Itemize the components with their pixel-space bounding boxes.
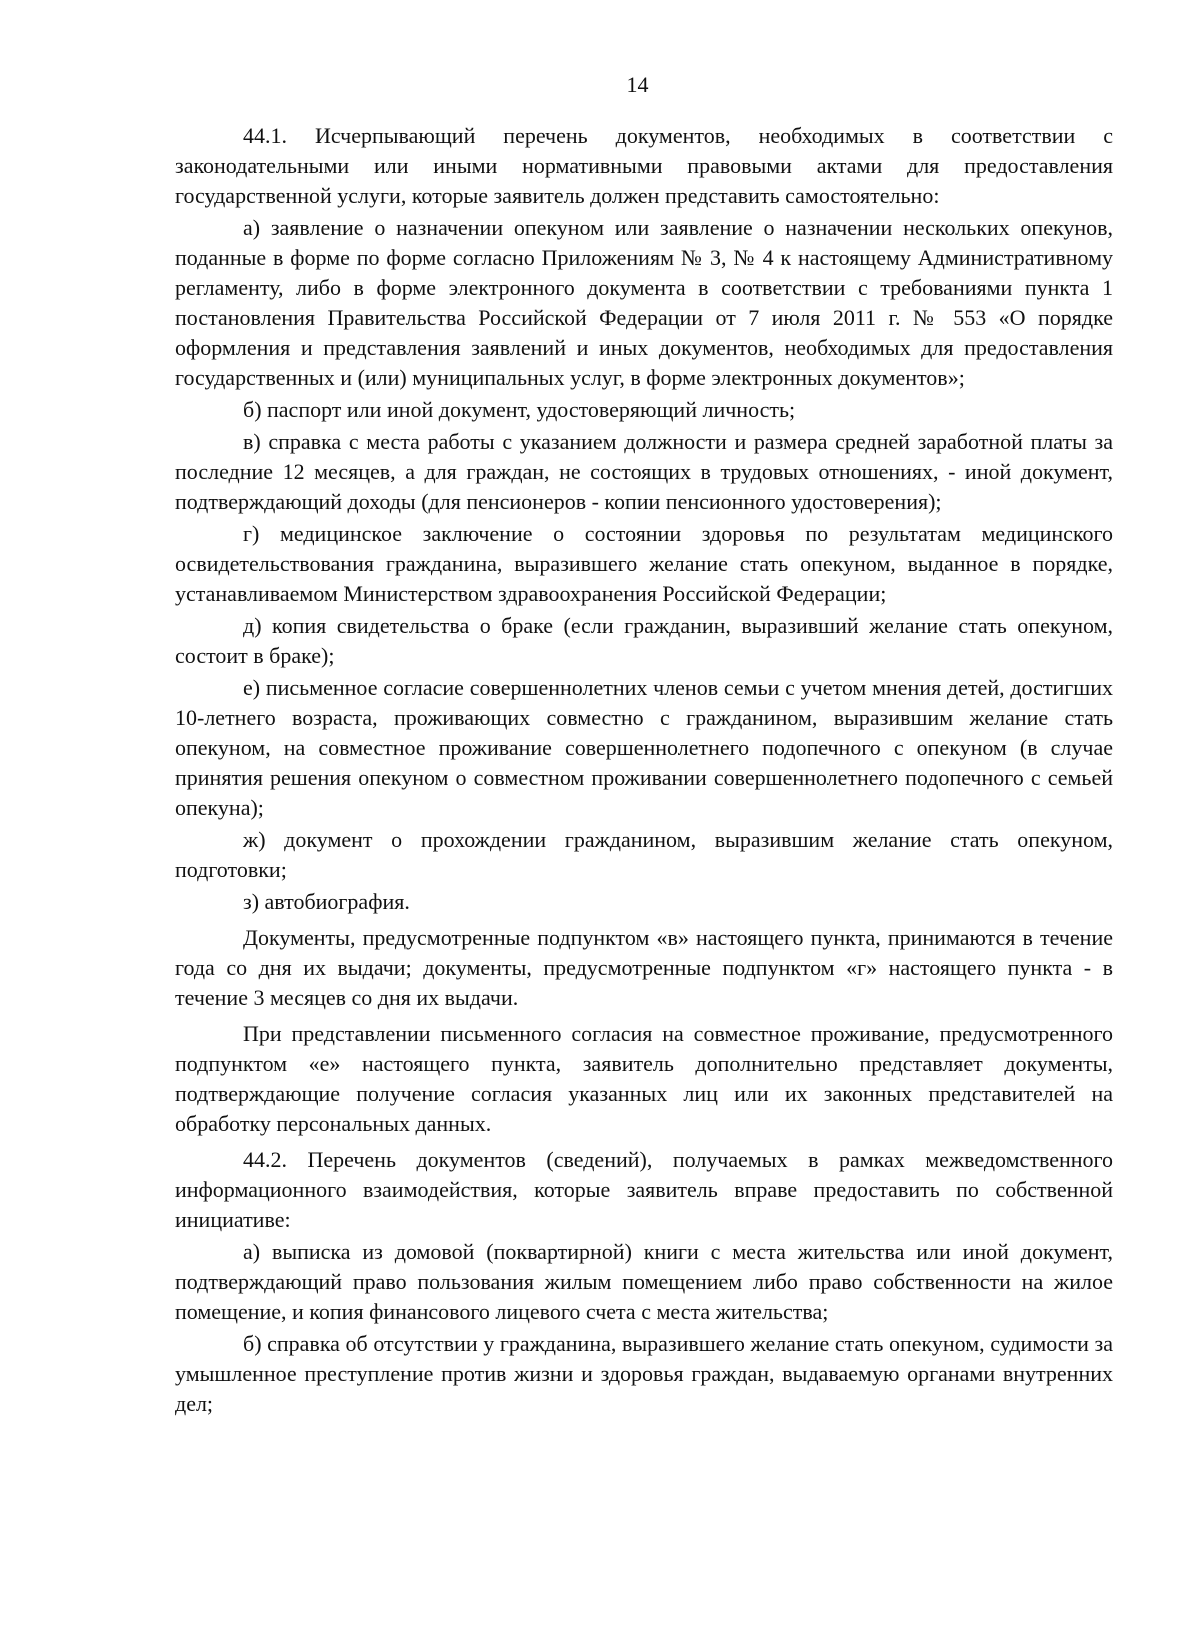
list-item-a: а) заявление о назначении опекуном или заявление о назначении нескольких опекунов, поданные в форме по форме согласно Приложениям № 3, № 4 к настоящему Административному регламенту, либо в форме электронного документа в соответствии с требованиями пункта 1 постановления Правительства Российской Федерации от 7 июля 2011 г. № 553 «О порядке оформления и представления заявлений и иных документов, необходимых для предоставления государственных и (или) муниципальных услуг, в форме электронных документов»;	[175, 215, 1113, 390]
documents-validity-paragraph: Документы, предусмотренные подпунктом «в» настоящего пункта, принимаются в течение года со дня их выдачи; документы, предусмотренные подпунктом «г» настоящего пункта - в течение 3 месяцев со дня их выдачи.	[175, 925, 1113, 1010]
consent-paragraph: При представлении письменного согласия на совместное проживание, предусмотренного подпунктом «е» настоящего пункта, заявитель дополнительно представляет документы, подтверждающие получение согласия указанных лиц или их законных представителей на обработку персональных данных.	[175, 1021, 1113, 1136]
list-item-v: в) справка с места работы с указанием должности и размера средней заработной платы за последние 12 месяцев, а для граждан, не состоящих в трудовых отношениях, - иной документ, подтверждающий доходы (для пенсионеров - копии пенсионного удостоверения);	[175, 429, 1113, 514]
document-body	[175, 121, 1113, 1421]
page-number: 14	[626, 72, 649, 97]
list-item-b: б) паспорт или иной документ, удостоверяющий личность;	[243, 397, 796, 422]
list-item-z: з) автобиография.	[243, 889, 410, 914]
list-item-zh: ж) документ о прохождении гражданином, выразившим желание стать опекуном, подготовки;	[175, 827, 1113, 882]
paragraph-44-1: 44.1. Исчерпывающий перечень документов, необходимых в соответствии с законодательными или иными нормативными правовыми актами для предоставления государственной услуги, которые заявитель должен представить самостоятельно:	[175, 123, 1113, 208]
list-item-a-2: а) выписка из домовой (поквартирной) книги с места жительства или иной документ, подтверждающий право пользования жилым помещением либо право собственности на жилое помещение, и копия финансового лицевого счета с места жительства;	[175, 1239, 1113, 1324]
list-item-d: д) копия свидетельства о браке (если гражданин, выразивший желание стать опекуном, состоит в браке);	[175, 613, 1113, 668]
list-item-e: е) письменное согласие совершеннолетних членов семьи с учетом мнения детей, достигших 10-летнего возраста, проживающих совместно с гражданином, выразившим желание стать опекуном, на совместное проживание совершеннолетнего подопечного с опекуном (в случае принятия решения опекуном о совместном проживании совершеннолетнего подопечного с семьей опекуна);	[175, 675, 1113, 820]
list-item-g: г) медицинское заключение о состоянии здоровья по результатам медицинского освидетельствования гражданина, выразившего желание стать опекуном, выданное в порядке, устанавливаемом Министерством здравоохранения Российской Федерации;	[175, 521, 1113, 606]
paragraph-44-2: 44.2. Перечень документов (сведений), получаемых в рамках межведомственного информационного взаимодействия, которые заявитель вправе предоставить по собственной инициативе:	[175, 1147, 1113, 1232]
list-item-b-2: б) справка об отсутствии у гражданина, выразившего желание стать опекуном, судимости за умышленное преступление против жизни и здоровья граждан, выдаваемую органами внутренних дел;	[175, 1331, 1113, 1416]
